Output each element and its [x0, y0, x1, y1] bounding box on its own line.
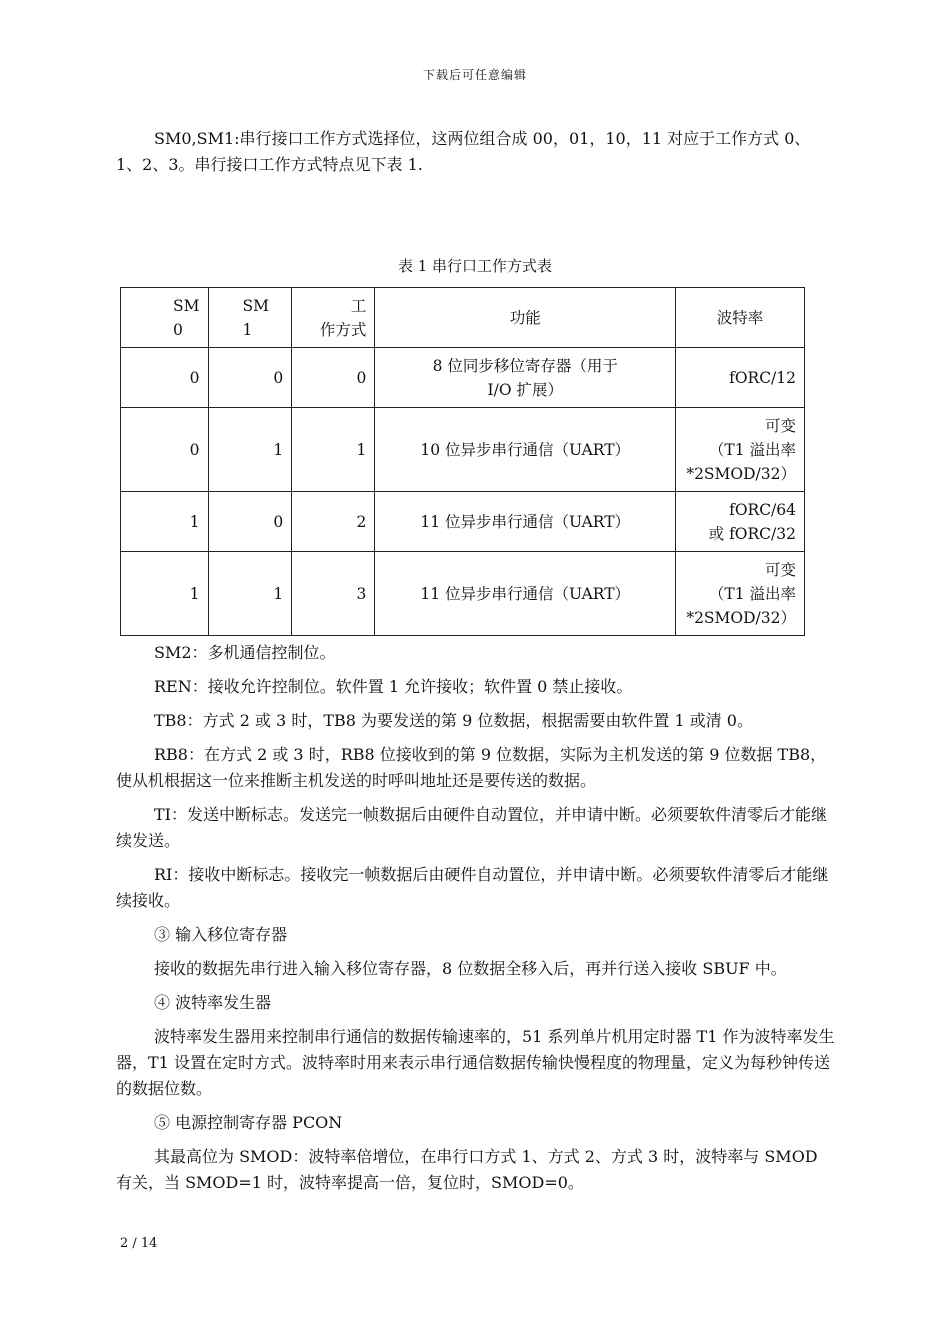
heading-pcon: ⑤ 电源控制寄存器 PCON [154, 1113, 343, 1132]
header-baud-text: 波特率 [716, 308, 764, 327]
header-sm0-text: SM 0 [173, 296, 200, 339]
table-cell: 0 [121, 408, 209, 492]
table-header-row [121, 288, 805, 348]
table-cell: 1 [292, 408, 375, 492]
table-cell: 1 [121, 492, 209, 552]
heading-baud-generator: ④ 波特率发生器 [154, 993, 272, 1012]
table-cell: fORC/12 [676, 348, 805, 408]
table-cell: 0 [292, 348, 375, 408]
page-header: 下载后可任意编辑 [422, 68, 527, 82]
table-cell: 1 [121, 552, 209, 636]
heading-input-shift-register: ③ 输入移位寄存器 [154, 925, 288, 944]
paragraph-ren: REN：接收允许控制位。软件置 1 允许接收；软件置 0 禁止接收。 [154, 677, 633, 696]
table-row [121, 348, 805, 408]
table-cell: 3 [292, 552, 375, 636]
table-cell: 11 位异步串行通信（UART） [375, 492, 676, 552]
header-cell-sm1 [208, 288, 292, 348]
intro-paragraph: SM0,SM1:串行接口工作方式选择位，这两位组合成 00，01，10，11 对应于工作方式 0、1、2、3。串行接口工作方式特点见下表 1. [116, 129, 811, 174]
header-cell-function [375, 288, 676, 348]
header-sm1-text: SM 1 [242, 296, 269, 339]
paragraph-input-shift-register: 接收的数据先串行进入输入移位寄存器，8 位数据全移入后，再并行送入接收 SBUF 中。 [154, 959, 787, 978]
table-cell: 0 [208, 348, 292, 408]
table-cell: 8 位同步移位寄存器（用于 I/O 扩展） [375, 348, 676, 408]
table-cell: 可变 （T1 溢出率 *2SMOD/32） [676, 552, 805, 636]
table-caption: 表 1 串行口工作方式表 [397, 257, 553, 275]
table-cell: 1 [208, 552, 292, 636]
table-cell: 11 位异步串行通信（UART） [375, 552, 676, 636]
header-mode-text: 工 作方式 [319, 296, 367, 339]
table-cell: fORC/64 或 fORC/32 [676, 492, 805, 552]
paragraph-sm2: SM2：多机通信控制位。 [154, 643, 336, 662]
paragraph-rb8: RB8：在方式 2 或 3 时，RB8 位接收到的第 9 位数据，实际为主机发送的第 9 位数据 TB8，使从机根据这一位来推断主机发送的时呼叫地址还是要传送的数据。 [116, 745, 827, 790]
header-cell-sm0 [121, 288, 209, 348]
paragraph-tb8: TB8：方式 2 或 3 时，TB8 为要发送的第 9 位数据，根据需要由软件置 1 或清 0。 [154, 711, 753, 730]
paragraph-pcon: 其最高位为 SMOD：波特率倍增位，在串行口方式 1、方式 2、方式 3 时，波特率与 SMOD 有关，当 SMOD=1 时，波特率提高一倍，复位时，SMOD=0。 [116, 1147, 818, 1192]
paragraph-baud-generator: 波特率发生器用来控制串行通信的数据传输速率的，51 系列单片机用定时器 T1 作为波特率发生器，T1 设置在定时方式。波特率时用来表示串行通信数据传输快慢程度的物理量，定义为每秒钟传送的数据位数。 [116, 1027, 835, 1098]
table-row [121, 408, 805, 492]
table-row [121, 492, 805, 552]
serial-modes-table [120, 287, 805, 636]
table-cell: 0 [121, 348, 209, 408]
header-cell-baud [676, 288, 805, 348]
body-text [116, 640, 836, 1204]
table-cell: 10 位异步串行通信（UART） [375, 408, 676, 492]
table-cell: 1 [208, 408, 292, 492]
page-number: 2 / 14 [120, 1236, 158, 1251]
table-cell: 可变 （T1 溢出率 *2SMOD/32） [676, 408, 805, 492]
table-cell: 2 [292, 492, 375, 552]
header-function-text: 功能 [509, 308, 541, 327]
header-cell-mode [292, 288, 375, 348]
paragraph-ti: TI：发送中断标志。发送完一帧数据后由硬件自动置位，并申请中断。必须要软件清零后才能继续发送。 [116, 805, 827, 850]
intro-block [116, 126, 836, 178]
table-cell: 0 [208, 492, 292, 552]
table-row [121, 552, 805, 636]
paragraph-ri: RI：接收中断标志。接收完一帧数据后由硬件自动置位，并申请中断。必须要软件清零后才能继续接收。 [116, 865, 829, 910]
